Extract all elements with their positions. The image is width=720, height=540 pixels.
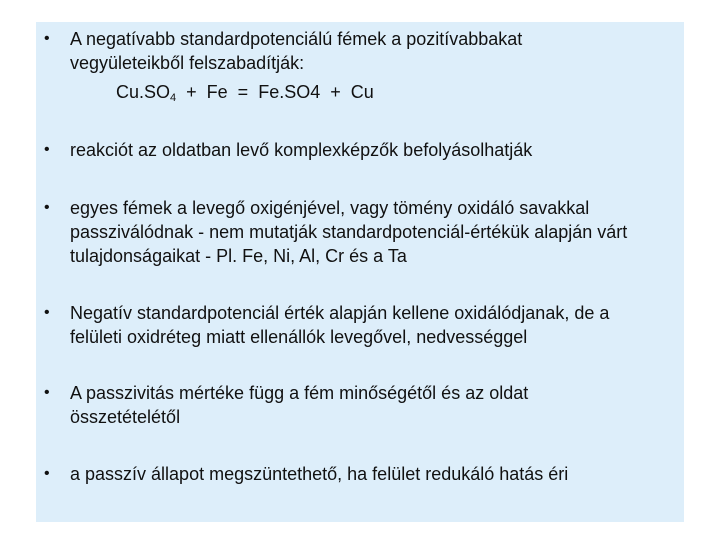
bullet-line: a passzív állapot megszüntethető, ha felület redukáló hatás éri <box>70 464 569 484</box>
bullet-line: Negatív standardpotenciál érték alapján kellene oxidálódjanak, de a <box>70 303 610 323</box>
bullet-marker: • <box>44 304 50 321</box>
bullet-marker: • <box>44 141 50 158</box>
bullet-text <box>70 196 674 268</box>
bullet-line: reakciót az oldatban levő komplexképzők befolyásolhatják <box>70 140 533 160</box>
bullet-text <box>70 381 674 429</box>
bullet-line: egyes fémek a levegő oxigénjével, vagy tömény oxidáló savakkal <box>70 198 590 218</box>
bullet-line: passziválódnak - nem mutatják standardpotenciál-értékük alapján várt <box>70 222 628 242</box>
bullet-marker: • <box>44 384 50 401</box>
slide-body <box>36 22 684 522</box>
bullet-marker: • <box>44 30 50 47</box>
bullet-line: A passzivitás mértéke függ a fém minőségétől és az oldat <box>70 383 529 403</box>
bullet-text <box>70 27 674 75</box>
bullet-text <box>70 462 674 486</box>
bullet-marker: • <box>44 465 50 482</box>
bullet-line: felületi oxidréteg miatt ellenállók levegővel, nedvességgel <box>70 327 528 347</box>
equation-right: + Fe = Fe.SO4 + Cu <box>176 82 374 102</box>
bullet-line: tulajdonságaikat - Pl. Fe, Ni, Al, Cr és a Ta <box>70 246 407 266</box>
bullet-line: A negatívabb standardpotenciálú fémek a pozitívabbakat <box>70 29 523 49</box>
bullet-text <box>70 138 674 162</box>
chemical-equation <box>116 80 374 104</box>
bullet-line: összetételétől <box>70 407 181 427</box>
equation-left: Cu.SO <box>116 82 171 102</box>
equation-subscript: 4 <box>170 92 177 104</box>
bullet-line: vegyületeikből felszabadítják: <box>70 53 305 73</box>
bullet-marker: • <box>44 199 50 216</box>
bullet-text <box>70 301 674 349</box>
